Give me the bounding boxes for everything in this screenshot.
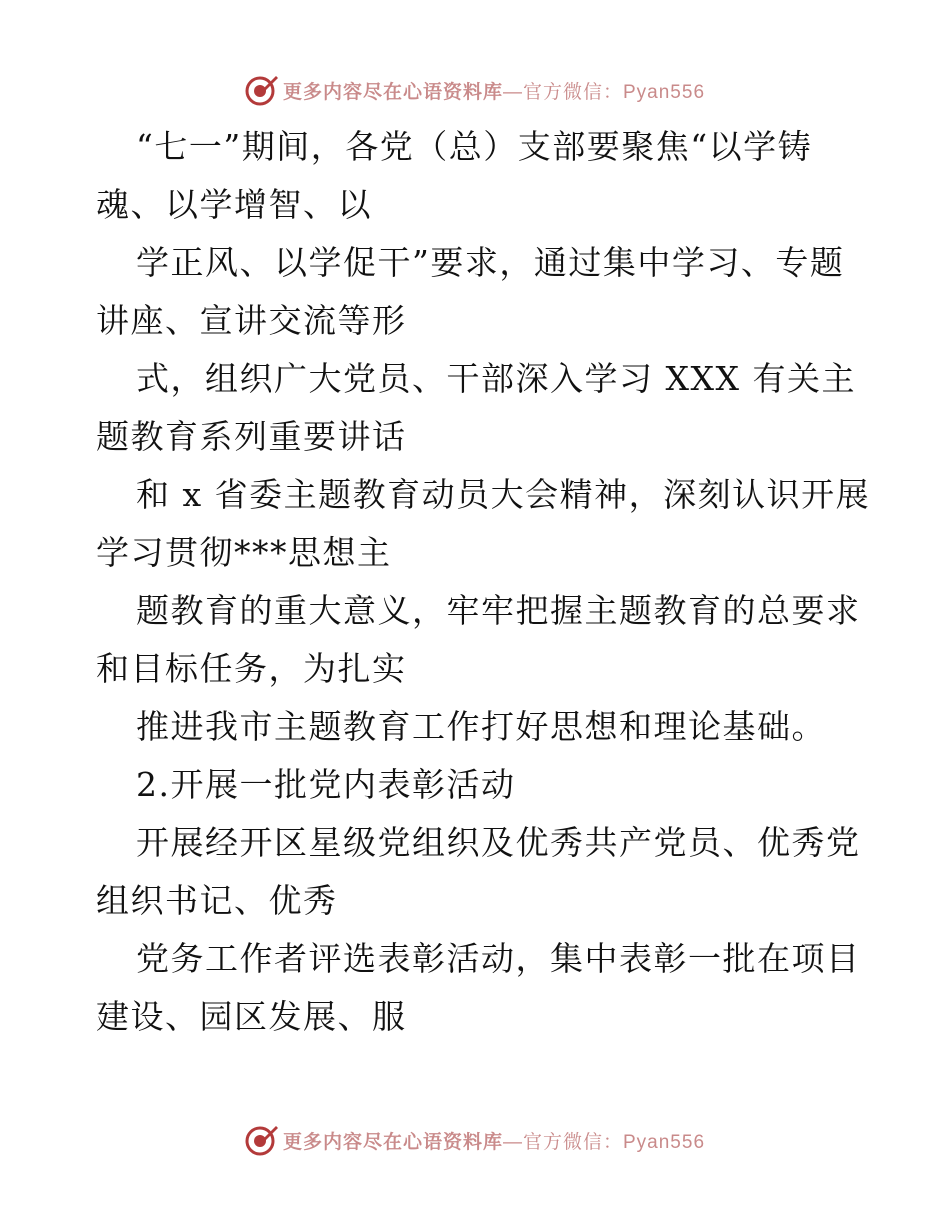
header-watermark bbox=[0, 70, 950, 110]
body-line: 开展经开区星级党组织及优秀共产党员、优秀党 bbox=[136, 823, 861, 862]
watermark-contact: —官方微信：Pyan556 bbox=[503, 81, 706, 103]
document-body bbox=[96, 118, 871, 1046]
body-line: 题教育的重大意义，牢牢把握主题教育的总要求 bbox=[136, 591, 861, 630]
section-heading: 2.开展一批党内表彰活动 bbox=[136, 765, 516, 804]
body-line: 和目标任务，为扎实 bbox=[96, 649, 407, 688]
body-line: 讲座、宣讲交流等形 bbox=[96, 301, 407, 340]
watermark-text: 更多内容尽在心语资料库 bbox=[282, 1130, 503, 1153]
body-line: 题教育系列重要讲话 bbox=[96, 417, 407, 456]
pen-seal-logo-icon bbox=[245, 1123, 279, 1157]
body-line: 式，组织广大党员、干部深入学习 XXX 有关主 bbox=[136, 359, 856, 398]
footer-watermark bbox=[0, 1120, 950, 1160]
watermark-contact: —官方微信：Pyan556 bbox=[503, 1131, 706, 1153]
body-line: 组织书记、优秀 bbox=[96, 881, 338, 920]
body-line: 学正风、以学促干”要求，通过集中学习、专题 bbox=[136, 243, 845, 282]
body-line: 和 x 省委主题教育动员大会精神，深刻认识开展 bbox=[136, 475, 871, 514]
body-line: 党务工作者评选表彰活动，集中表彰一批在项目 bbox=[136, 939, 861, 978]
body-line: 学习贯彻***思想主 bbox=[96, 533, 392, 572]
pen-seal-logo-icon bbox=[245, 73, 279, 107]
body-line: 建设、园区发展、服 bbox=[96, 997, 407, 1036]
body-line: “七一”期间，各党（总）支部要聚焦“以学铸 bbox=[136, 127, 813, 166]
body-line: 魂、以学增智、以 bbox=[96, 185, 372, 224]
body-line: 推进我市主题教育工作打好思想和理论基础。 bbox=[136, 707, 826, 746]
watermark-text: 更多内容尽在心语资料库 bbox=[282, 80, 503, 103]
